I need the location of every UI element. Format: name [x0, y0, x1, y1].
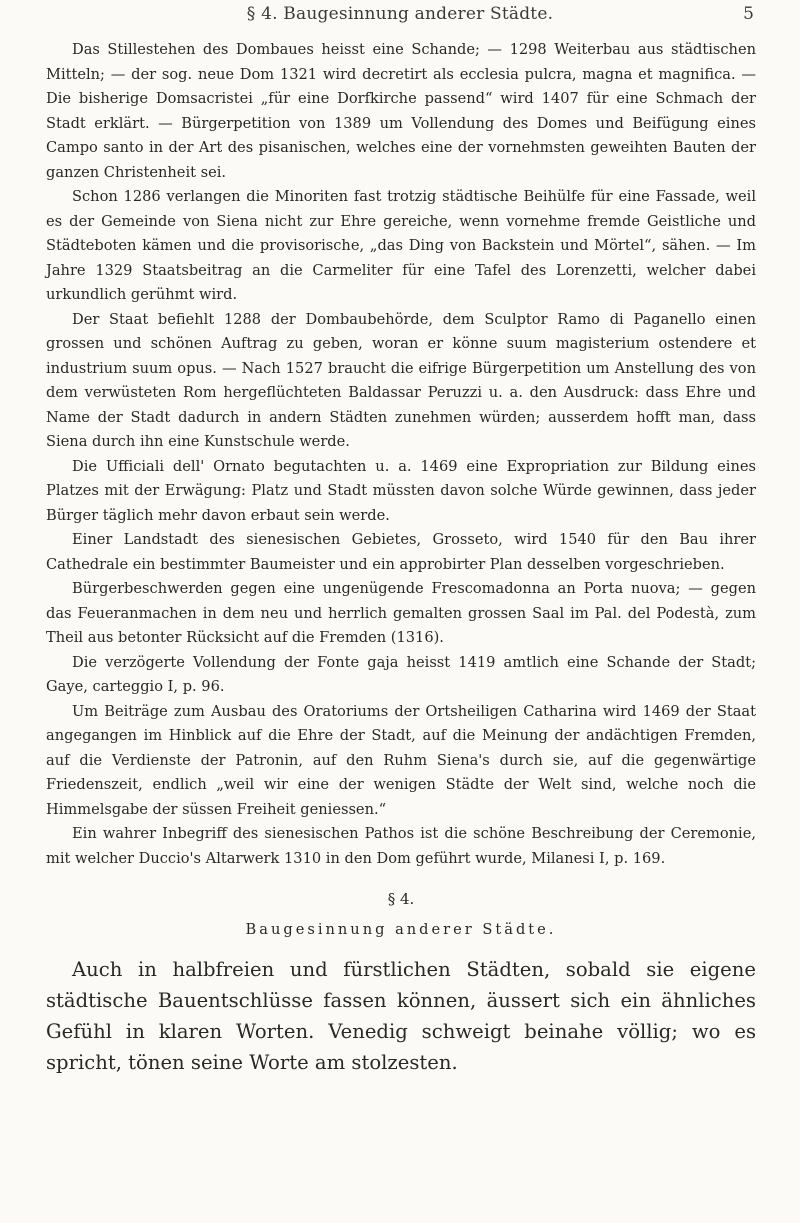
paragraph: Ein wahrer Inbegriff des sienesischen Pathos ist die schöne Beschreibung der Ceremonie, mit welcher Duccio's Altarwerk 1310 in den Dom geführt wurde, Milanesi I, p. 169. — [46, 825, 756, 867]
section-number: § 4. — [387, 890, 415, 908]
section-body-text: Auch in halbfreien und fürstlichen Städten, sobald sie eigene städtische Bauentschlüsse fassen können, äussert sich ein ähnliches Gefühl in klaren Worten. Venedig schweigt beinahe völlig; wo es spricht, tönen seine Worte am stolzesten. — [46, 958, 756, 1074]
paragraph: Schon 1286 verlangen die Minoriten fast trotzig städtische Beihülfe für eine Fassade, weil es der Gemeinde von Siena nicht zur Ehre gereiche, wenn vornehme fremde Geistliche und Städteboten kämen und die provisorische, „das Ding von Backstein und Mörtel“, sähen. — Im Jahre 1329 Staatsbeitrag an die Carmeliter für eine Tafel des Lorenzetti, welcher dabei urkundlich gerühmt wird. — [46, 188, 756, 303]
paragraph: Die verzögerte Vollendung der Fonte gaja heisst 1419 amtlich eine Schande der Stadt; Gaye, carteggio I, p. 96. — [46, 653, 756, 695]
body-text — [46, 38, 756, 1078]
running-head-title: § 4. Baugesinnung anderer Städte. — [246, 4, 554, 24]
running-head — [0, 4, 800, 34]
paragraph: Um Beiträge zum Ausbau des Oratoriums der Ortsheiligen Catharina wird 1469 der Staat angegangen im Hinblick auf die Ehre der Stadt, auf die Meinung der andächtigen Fremden, auf die Verdienste der Patronin, auf den Ruhm Siena's durch sie, auf die gegenwärtige Friedenszeit, endlich „weil wir eine der wenigen Städte der Welt sind, welche noch die Himmelsgabe der süssen Freiheit geniessen.“ — [46, 702, 756, 818]
section-heading: Baugesinnung anderer Städte. — [245, 920, 557, 938]
paragraph: Einer Landstadt des sienesischen Gebietes, Grosseto, wird 1540 für den Bau ihrer Cathedrale ein bestimmter Baumeister und ein approbirter Plan desselben vorgeschrieben. — [46, 531, 756, 573]
paragraph: Bürgerbeschwerden gegen eine ungenügende Frescomadonna an Porta nuova; — gegen das Feueranmachen in dem neu und herrlich gemalten grossen Saal im Pal. del Podestà, zum Theil aus betonter Rücksicht auf die Fremden (1316). — [46, 580, 756, 646]
paragraph: Die Ufficiali dell' Ornato begutachten u. a. 1469 eine Expropriation zur Bildung eines Platzes mit der Erwägung: Platz und Stadt müssten davon solche Würde gewinnen, dass jeder Bürger täglich mehr davon erbaut sein werde. — [46, 457, 756, 524]
paragraph: Der Staat befiehlt 1288 der Dombaubehörde, dem Sculptor Ramo di Paganello einen grossen und schönen Auftrag zu geben, woran er könne suum magisterium ostendere et industrium suum opus. — Nach 1527 braucht die eifrige Bürgerpetition um Anstellung des von dem verwüsteten Rom hergeflüchteten Baldassar Peruzzi u. a. den Ausdruck: dass Ehre und Name der Stadt dadurch in andern Städten zunehmen würden; ausserdem hofft man, dass Siena durch ihn eine Kunstschule werde. — [46, 310, 756, 450]
paragraph: Das Stillestehen des Dombaues heisst eine Schande; — 1298 Weiterbau aus städtischen Mitteln; — der sog. neue Dom 1321 wird decretirt als ecclesia pulcra, magna et magnifica. — Die bisherige Domsacristei „für eine Dorfkirche passend“ wird 1407 für eine Schmach der Stadt erklärt. — Bürgerpetition von 1389 um Vollendung des Domes und Beifügung eines Campo santo in der Art des pisanischen, welches eine der vornehmsten geweihten Bauten der ganzen Christenheit sei. — [46, 41, 756, 181]
page-number: 5 — [743, 4, 754, 24]
